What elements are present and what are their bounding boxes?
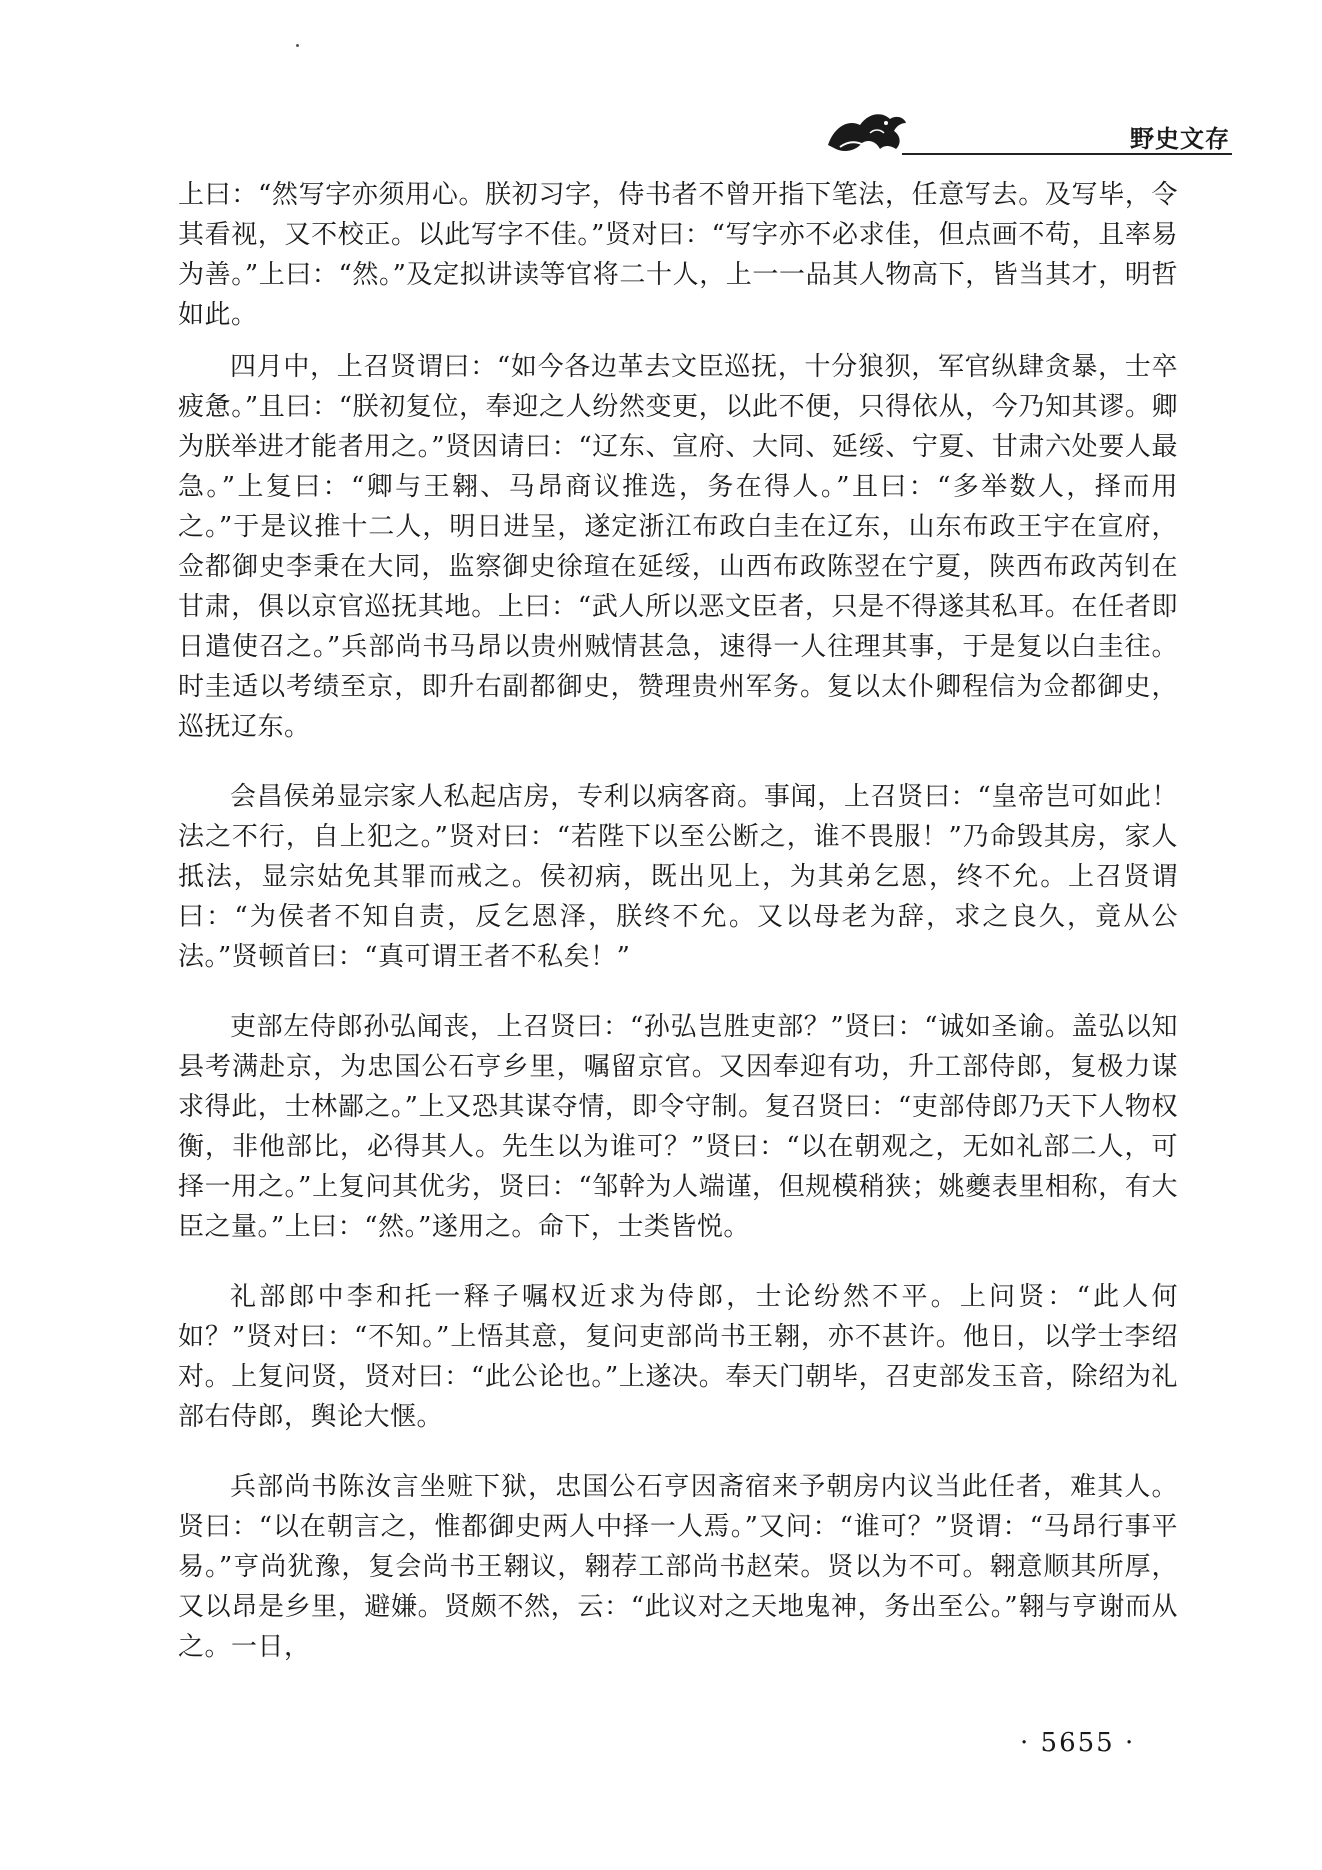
paragraph: 会昌侯弟显宗家人私起店房，专利以病客商。事闻，上召贤曰：“皇帝岂可如此！法之不行，自上犯之。”贤对曰：“若陛下以至公断之，谁不畏服！”乃命毁其房，家人抵法，显宗姑免其罪而戒之。侯初病，既出见上，为其弟乞恩，终不允。上召贤谓曰：“为侯者不知自责，反乞恩泽，朕终不允。又以母老为辞，求之良久，竟从公法。”贤顿首曰：“真可谓王者不私矣！” [178,782,1178,972]
paragraph: 吏部左侍郎孙弘闻丧，上召贤曰：“孙弘岂胜吏部？”贤曰：“诚如圣谕。盖弘以知县考满赴京，为忠国公石亨乡里，嘱留京官。又因奉迎有功，升工部侍郎，复极力谋求得此，士林鄙之。”上又恐其谋夺情，即令守制。复召贤曰：“吏部侍郎乃天下人物权衡，非他部比，必得其人。先生以为谁可？”贤曰：“以在朝观之，无如礼部二人，可择一用之。”上复问其优劣，贤曰：“邹幹为人端谨，但规模稍狭；姚夔表里相称，有大臣之量。”上曰：“然。”遂用之。命下，士类皆悦。 [178,1012,1178,1242]
paragraph: 礼部郎中李和托一释子嘱权近求为侍郎，士论纷然不平。上问贤：“此人何如？”贤对曰：“不知。”上悟其意，复问吏部尚书王翱，亦不甚许。他日，以学士李绍对。上复问贤，贤对曰：“此公论也。”上遂决。奉天门朝毕，召吏部发玉音，除绍为礼部右侍郎，舆论大惬。 [178,1282,1178,1432]
page-body [178,175,1178,1679]
header-rule [902,153,1232,155]
paragraph: 四月中，上召贤谓曰：“如今各边革去文臣巡抚，十分狼狈，军官纵肆贪暴，士卒疲惫。”且曰：“朕初复位，奉迎之人纷然变更，以此不便，只得依从，今乃知其谬。卿为朕举进才能者用之。”贤因请曰：“辽东、宣府、大同、延绥、宁夏、甘肃六处要人最急。”上复曰：“卿与王翱、马昂商议推选，务在得人。”且曰：“多举数人，择而用之。”于是议推十二人，明日进呈，遂定浙江布政白圭在辽东，山东布政王宇在宣府，佥都御史李秉在大同，监察御史徐瑄在延绥，山西布政陈翌在宁夏，陕西布政芮钊在甘肃，俱以京官巡抚其地。上曰：“武人所以恶文臣者，只是不得遂其私耳。在任者即日遣使召之。”兵部尚书马昂以贵州贼情甚急，速得一人往理其事，于是复以白圭往。时圭适以考绩至京，即升右副都御史，赞理贵州军务。复以太仆卿程信为佥都御史，巡抚辽东。 [178,352,1178,742]
header-title: 野史文存 [1130,125,1230,153]
paragraph: 兵部尚书陈汝言坐赃下狱，忠国公石亨因斋宿来予朝房内议当此任者，难其人。贤曰：“以在朝言之，惟都御史两人中择一人焉。”又问：“谁可？”贤谓：“马昂行事平易。”亨尚犹豫，复会尚书王翱议，翱荐工部尚书赵荣。贤以为不可。翱意顺其所厚，又以昂是乡里，避嫌。贤颇不然，云：“此议对之天地鬼神，务出至公。”翱与亨谢而从之。一日， [178,1472,1178,1662]
paragraph: 上曰：“然写字亦须用心。朕初习字，侍书者不曾开指下笔法，任意写去。及写毕，令其看视，又不校正。以此写字不佳。”贤对曰：“写字亦不必求佳，但点画不苟，且率易为善。”上曰：“然。”及定拟讲读等官将二十人，上一一品其人物高下，皆当其才，明哲如此。 [178,180,1178,330]
scan-speck [296,44,299,47]
running-header [820,105,1240,165]
dragon-emblem-icon [820,105,910,161]
page-number: · 5655 · [1020,1728,1136,1758]
